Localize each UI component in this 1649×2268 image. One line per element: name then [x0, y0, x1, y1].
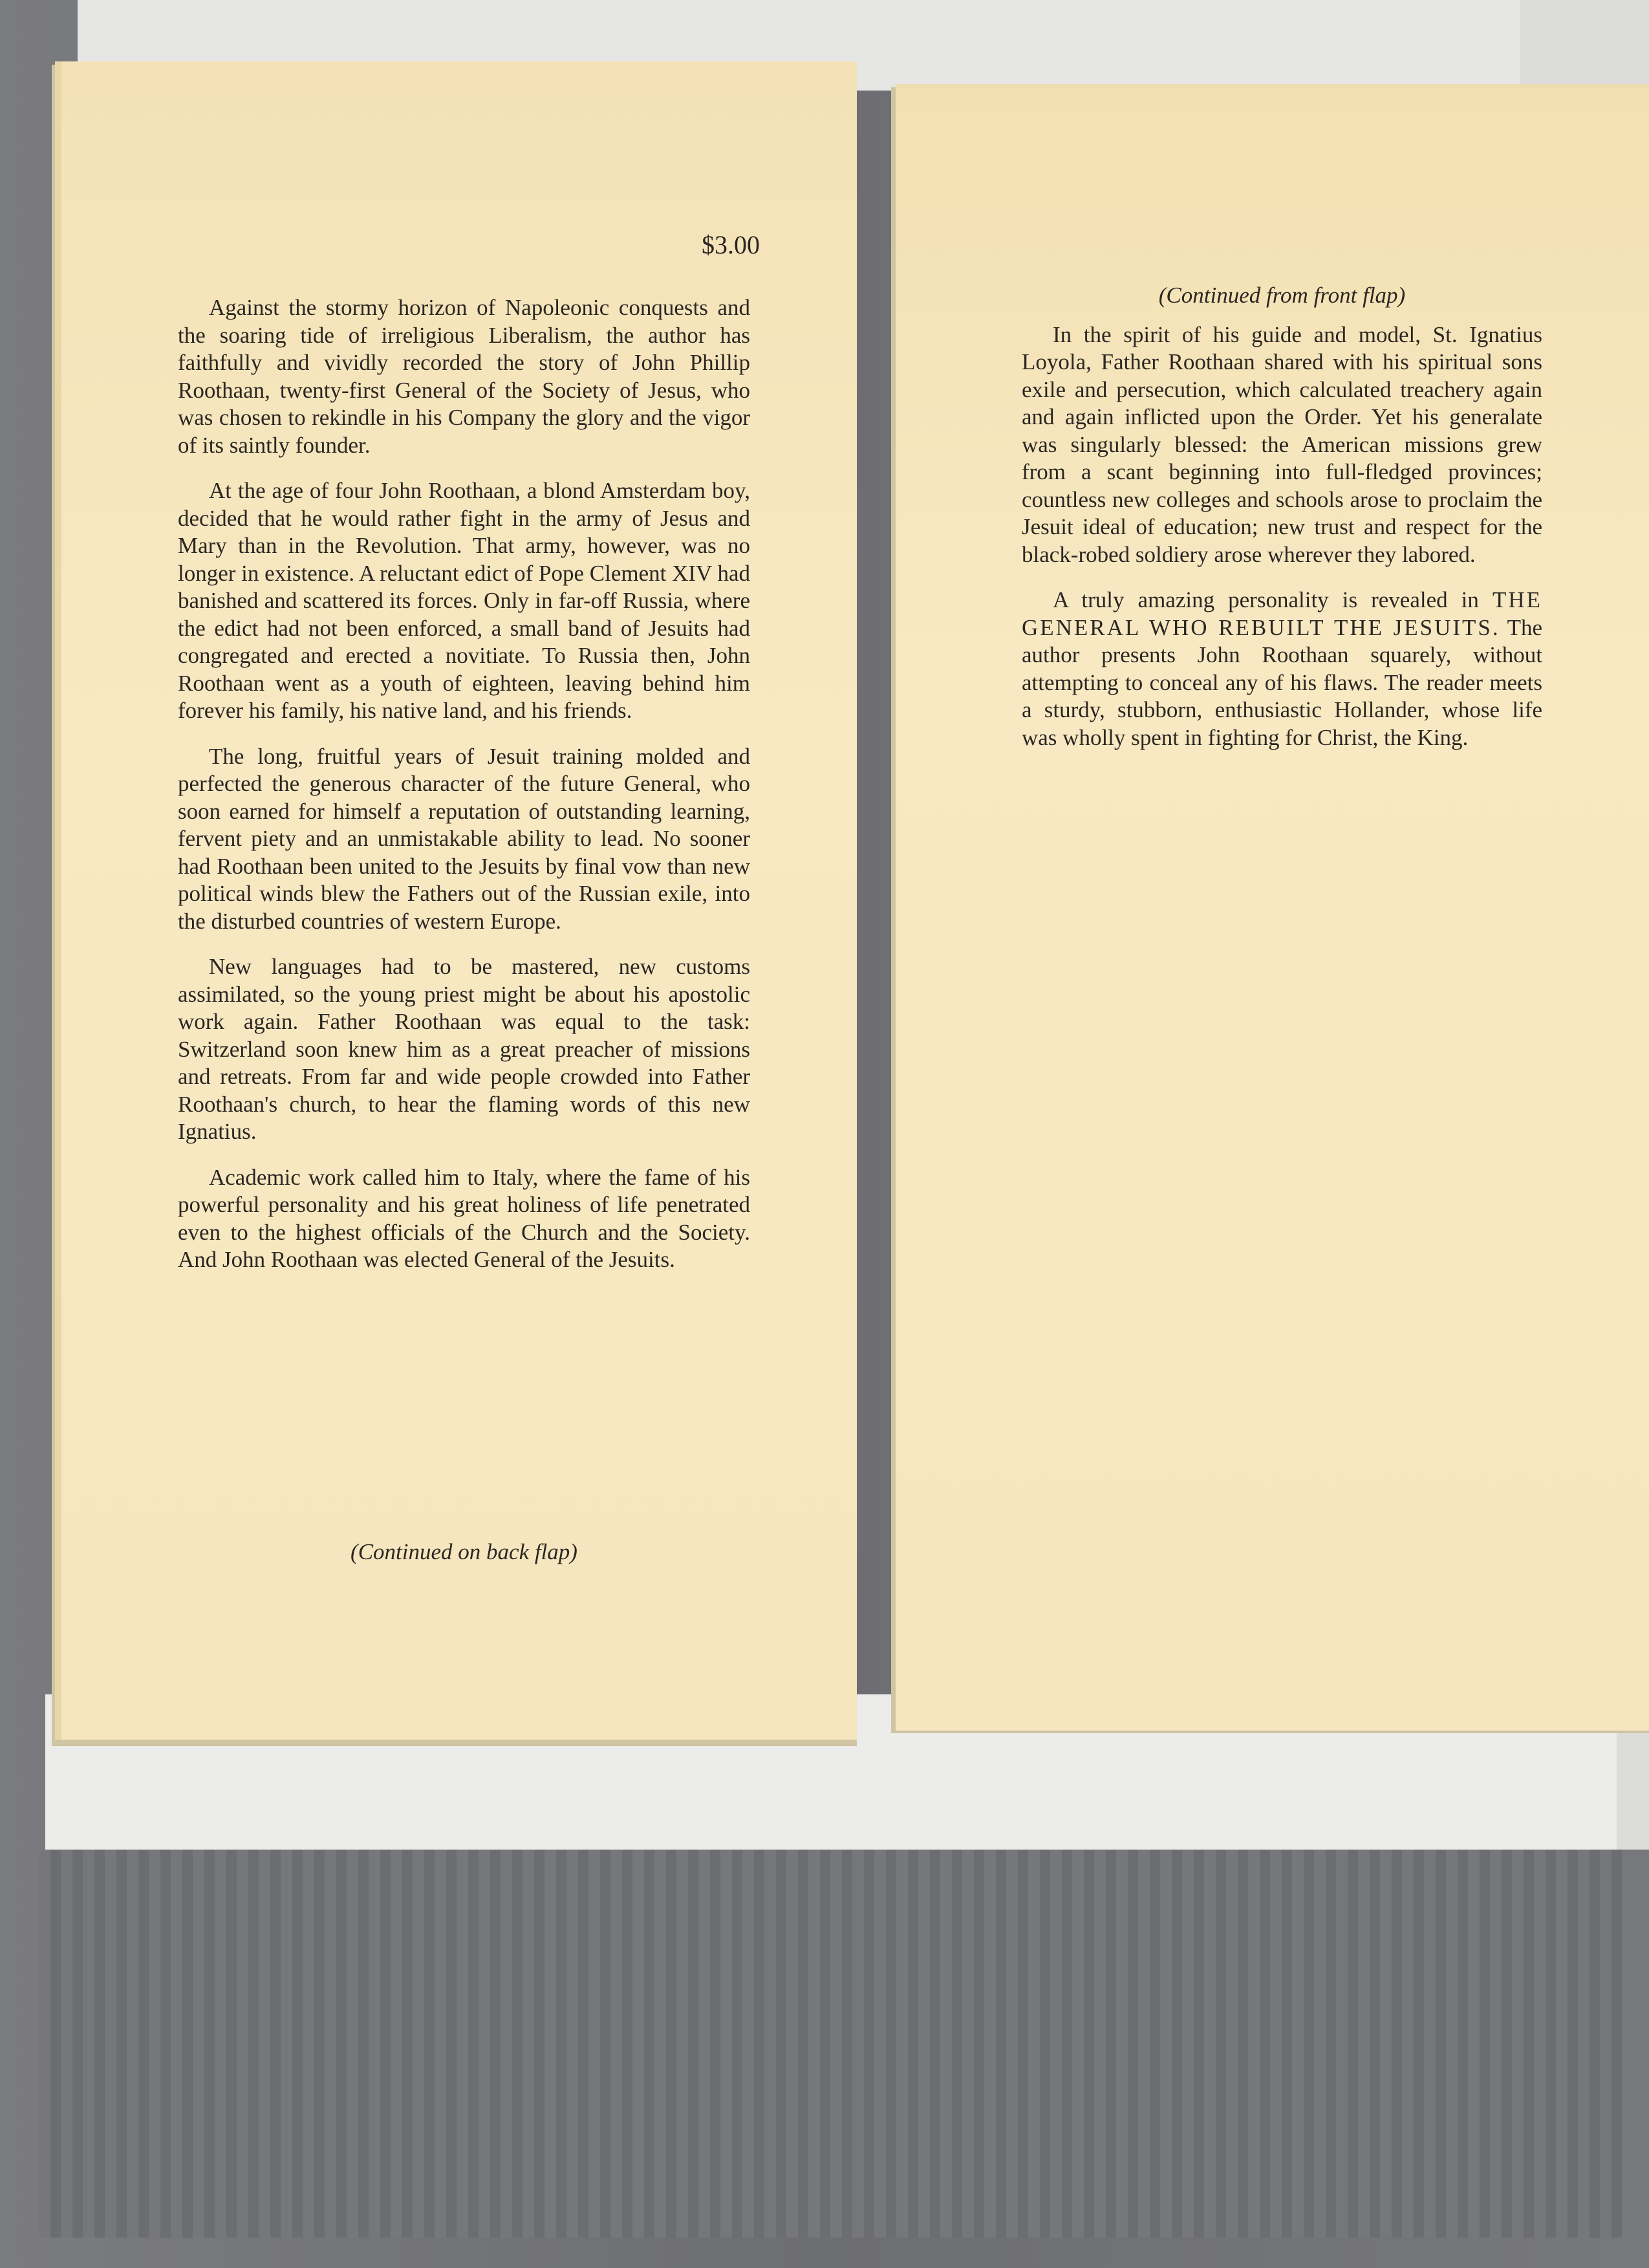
price-label: $3.00: [702, 230, 760, 259]
continued-on-back-flap: (Continued on back flap): [350, 1539, 577, 1564]
front-paragraph-3: The long, fruitful years of Jesuit training molded and perfected the generous character of the future General, who soon earned for himself a reputation of outstanding learning, fervent piety and an unmistakable ability to lead. No sooner had Roothaan been united to the Jesuits by final vow than new political winds blew the Fathers out of the Russian exile, into the disturbed countries of western Europe.: [178, 743, 750, 934]
back-paragraph-2-rest: The author presents John Roothaan squarely, without attempting to conceal any of his flaws. The reader meets a sturdy, stubborn, enthusiastic Hollander, whose life was wholly spent in fighting for Christ, the King.: [1022, 614, 1542, 750]
continued-from-front-flap: (Continued from front flap): [1158, 283, 1406, 308]
front-paragraph-1: Against the stormy horizon of Napoleonic conquests and the soaring tide of irreligious Liberalism, the author has faithfully and vividly recorded the story of John Phillip Roothaan, twenty-first General of the Society of Jesus, who was chosen to rekindle in his Company the glory and the vigor of its saintly founder.: [178, 295, 750, 458]
back-paragraph-2-intro: A truly amazing personality is revealed in: [1053, 587, 1479, 612]
back-paragraph-2: [1022, 587, 1542, 751]
front-flap: [55, 61, 857, 1740]
front-paragraph-2: At the age of four John Roothaan, a blond Amsterdam boy, decided that he would rather fight in the army of Jesus and Mary than in the Revolution. That army, however, was no longer in existence. A reluctant edict of Pope Clement XIV had banished and scattered its forces. Only in far-off Russia, where the edict had not been enforced, a small band of Jesuits had congregated and erected a novitiate. To Russia then, John Roothaan went as a youth of eighteen, leaving behind him forever his family, his native land, and his friends.: [178, 478, 750, 723]
back-flap-text: [1022, 282, 1542, 770]
front-paragraph-4: New languages had to be mastered, new customs assimilated, so the young priest might be about his apostolic work again. Father Roothaan was equal to the task: Switzerland soon knew him as a great preacher of missions and retreats. From far and wide people crowded into Father Roothaan's church, to hear the flaming words of this new Ignatius.: [178, 954, 750, 1144]
back-flap: [896, 84, 1649, 1731]
back-paragraph-1: In the spirit of his guide and model, St. Ignatius Loyola, Father Roothaan shared with his spiritual sons exile and persecution, which calculated treachery again and again inflicted upon the Order. Yet his generalate was singularly blessed: the American missions grew from a scant beginning into full-fledged provinces; countless new colleges and schools arose to proclaim the Jesuit ideal of education; new trust and respect for the black-robed soldiery arose wherever they labored.: [1022, 321, 1542, 567]
front-flap-text: [178, 294, 750, 1292]
book-title: THE GENERAL WHO REBUILT THE JESUITS.: [1022, 587, 1543, 640]
scanner-streak-area: [39, 1850, 1623, 2238]
front-paragraph-5: Academic work called him to Italy, where the fame of his powerful personality and his great holiness of life penetrated even to the highest officials of the Church and the Society. And John Roothaan was elected General of the Jesuits.: [178, 1164, 750, 1272]
